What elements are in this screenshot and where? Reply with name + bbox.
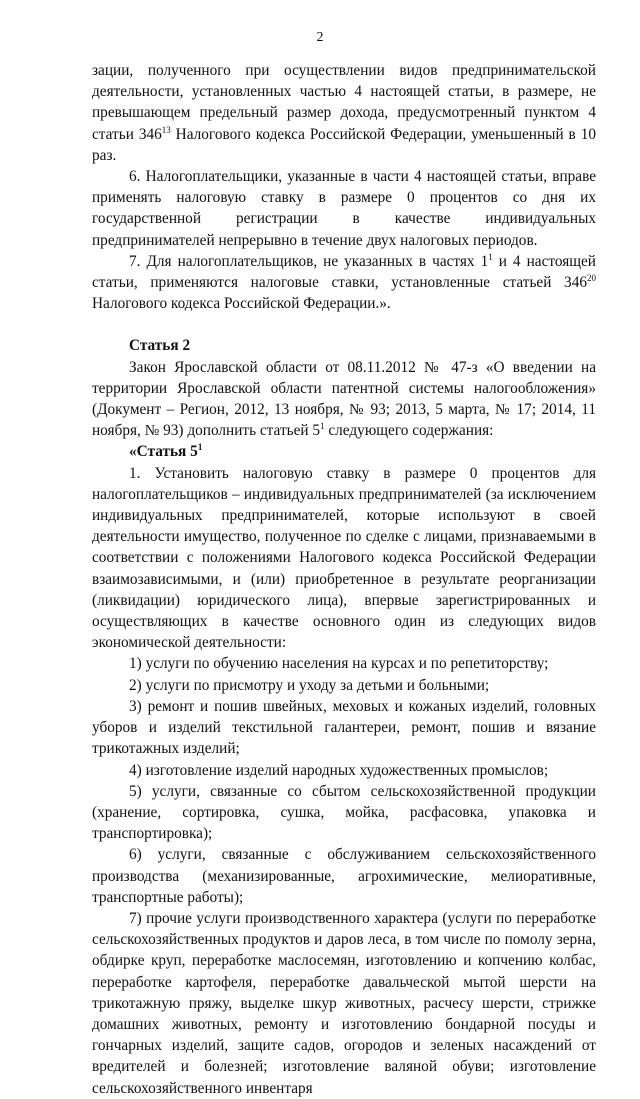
page-number: 2	[316, 30, 324, 45]
document-body	[92, 60, 596, 1099]
continuation-text-b: Налогового кодекса Российской Федерации, уменьшенный в 10 раз.	[92, 125, 596, 164]
list-item: 4) изготовление изделий народных художественных промыслов;	[129, 761, 549, 779]
superscript: 1	[488, 251, 493, 262]
superscript: 1	[320, 421, 325, 432]
article-2-intro-text-b: следующего содержания:	[324, 422, 494, 440]
paragraph-6: 6. Налогоплательщики, указанные в части 4 настоящей статьи, вправе применять налоговую ставку в размере 0 процентов со дня их государственной регистрации в качестве индивидуальных предпринимателей непрерывно в течение двух налоговых периодов.	[92, 168, 596, 249]
paragraph-7-text-b: и 4 настоящей статьи, применяются налоговые ставки, установленные статьей 346	[92, 252, 596, 292]
article-2-intro-text-a: Закон Ярославской области от 08.11.2012 № 47-з «О введении на территории Ярославской области патентной системы налогообложения» (Документ – Регион, 2012, 13 ноября, № 93; 2013, 5 марта, № 17; 2014, 11 ноября, № 93) дополнить статьей 5	[92, 358, 596, 440]
paragraph-7-text-a: 7. Для налогоплательщиков, не указанных в частях 1	[129, 252, 489, 270]
article-2-heading: Статья 2	[129, 337, 191, 355]
list-item: 3) ремонт и пошив швейных, меховых и кожаных изделий, головных уборов и изделий текстильной галантереи, ремонт, пошив и вязание трикотажных изделий;	[92, 697, 596, 758]
point-1: 1. Установить налоговую ставку в размере 0 процентов для налогоплательщиков – индивидуальных предпринимателей (за исключением индивидуальных предпринимателей, которые используют в своей деятельности имущество, полученное по сделке с лицами, признаваемыми в соответствии с положениями Налогового кодекса Российской Федерации взаимозависимыми, и (или) приобретенное в результате реорганизации (ликвидации) юридического лица), впервые зарегистрированных и осуществляющих в качестве основного один из следующих видов экономической деятельности:	[92, 464, 596, 652]
list-item: 2) услуги по присмотру и уходу за детьми и больными;	[129, 676, 490, 694]
article-5-1-heading	[92, 441, 596, 462]
list-item: 6) услуги, связанные с обслуживанием сельскохозяйственного производства (механизированные, агрохимические, мелиоративные, транспортные работы);	[92, 846, 596, 906]
list-item: 1) услуги по обучению населения на курсах и по репетиторству;	[129, 655, 549, 673]
paragraph-7	[92, 251, 596, 315]
superscript: 13	[161, 124, 171, 135]
blank-line	[92, 314, 596, 335]
article-2-intro	[92, 357, 596, 442]
paragraph-continuation	[92, 60, 596, 166]
list-item: 7) прочие услуги производственного характера (услуги по переработке сельскохозяйственных продуктов и даров леса, в том числе по помолу зерна, обдирке круп, переработке маслосемян, изготовлению и копчению колбас, переработке картофеля, переработке давальческой мытой шерсти на трикотажную пряжу, выделке шкур животных, расчесу шерсти, стрижке домашних животных, ремонту и изготовлению бондарной посуды и гончарных изделий, защите садов, огородов и зеленых насаждений от вредителей и болезней; изготовление валяной обуви; изготовление сельскохозяйственного инвентаря	[92, 909, 596, 1097]
continuation-text-a: зации, полученного при осуществлении видов предпринимательской деятельности, установленных частью 4 настоящей статьи, в размере, не превышающем предельный размер дохода, предусмотренный пунктом 4 статьи 346	[92, 62, 596, 143]
superscript: 1	[197, 442, 203, 453]
article-5-1-heading-text: «Статья 5	[129, 443, 198, 461]
list-item: 5) услуги, связанные со сбытом сельскохозяйственной продукции (хранение, сортировка, сушка, мойка, расфасовка, упаковка и транспортировка);	[92, 782, 596, 843]
paragraph-7-text-c: Налогового кодекса Российской Федерации.».	[92, 295, 391, 313]
superscript: 20	[587, 272, 596, 283]
